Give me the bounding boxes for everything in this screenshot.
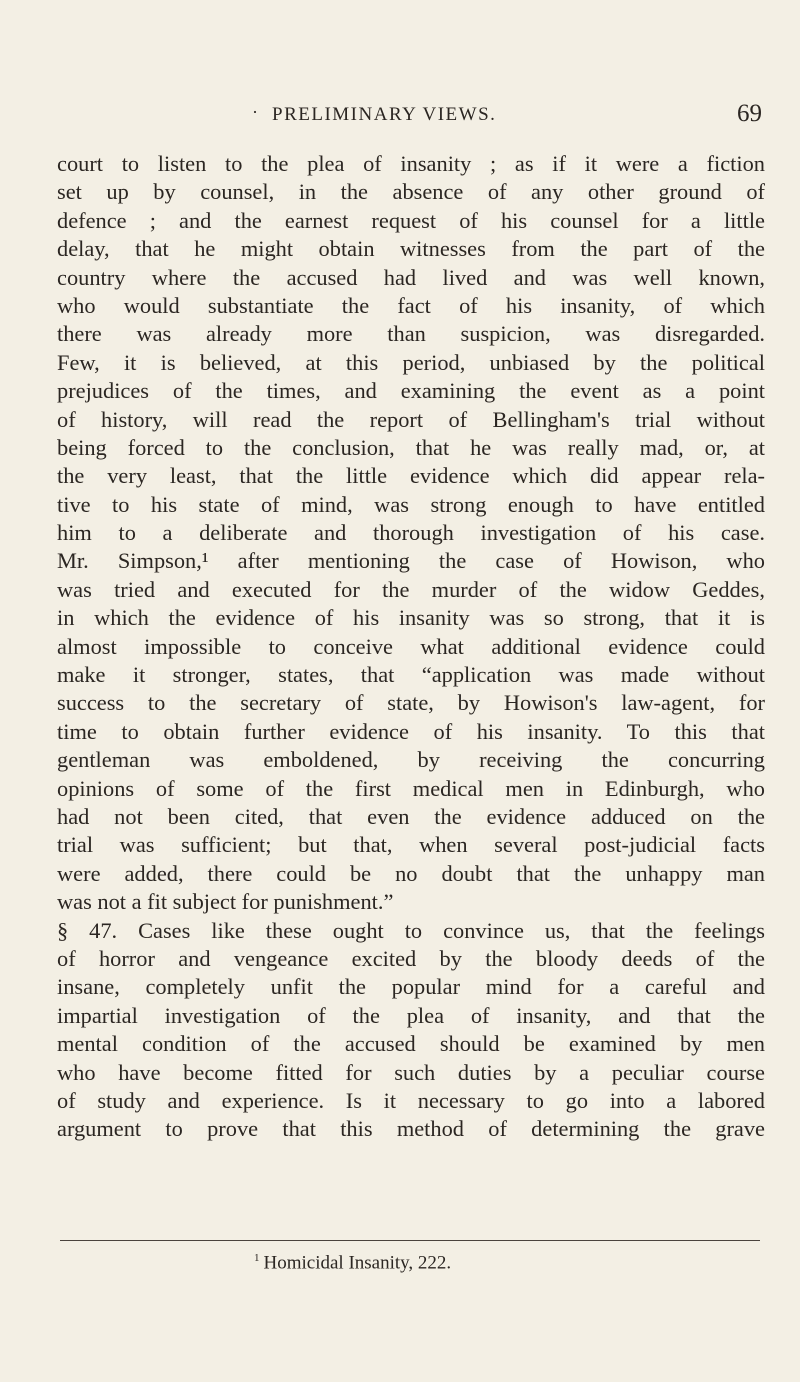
text-line: who would substantiate the fact of his insanity, of which: [57, 292, 765, 318]
text-line: who have become fitted for such duties by a peculiar course: [57, 1059, 765, 1085]
text-line: of horror and vengeance excited by the bloody deeds of the: [57, 945, 765, 971]
text-line: was tried and executed for the murder of the widow Geddes,: [57, 576, 765, 602]
text-line: § 47. Cases like these ought to convince us, that the feelings: [57, 917, 765, 943]
text-line: of study and experience. Is it necessary to go into a labored: [57, 1087, 765, 1113]
footnote: [254, 1252, 451, 1274]
running-title: · PRELIMINARY VIEWS.: [272, 104, 496, 126]
footnote-text: Homicidal Insanity, 222.: [263, 1252, 452, 1274]
text-line: trial was sufficient; but that, when several post-judicial facts: [57, 832, 765, 858]
text-line: were added, there could be no doubt that the unhappy man: [57, 860, 765, 886]
text-line: the very least, that the little evidence which did appear rela-: [57, 463, 765, 489]
text-line: country where the accused had lived and was well known,: [57, 264, 765, 290]
text-line: make it stronger, states, that “application was made without: [57, 662, 765, 688]
text-line: delay, that he might obtain witnesses from the part of the: [57, 236, 765, 262]
text-line: set up by counsel, in the absence of any other ground of: [57, 179, 765, 205]
text-line: gentleman was emboldened, by receiving the concurring: [57, 747, 765, 773]
running-head: [32, 100, 762, 134]
text-line: of history, will read the report of Bellingham's trial without: [57, 406, 765, 432]
text-line: court to listen to the plea of insanity ; as if it were a fiction: [57, 151, 765, 176]
text-line: Few, it is believed, at this period, unbiased by the political: [57, 349, 765, 375]
text-line: time to obtain further evidence of his insanity. To this that: [57, 718, 765, 744]
text-line: almost impossible to conceive what additional evidence could: [57, 633, 765, 659]
text-line: in which the evidence of his insanity was so strong, that it is: [57, 605, 765, 631]
text-line: Mr. Simpson,¹ after mentioning the case of Howison, who: [57, 548, 765, 574]
text-line: was not a fit subject for punishment.”: [57, 889, 394, 915]
body-text: [57, 150, 765, 1144]
text-line: had not been cited, that even the evidence adduced on the: [57, 803, 765, 829]
text-line: him to a deliberate and thorough investigation of his case.: [57, 520, 765, 546]
text-line: being forced to the conclusion, that he was really mad, or, at: [57, 434, 765, 460]
text-line: there was already more than suspicion, was disregarded.: [57, 321, 765, 347]
text-line: prejudices of the times, and examining the event as a point: [57, 378, 765, 404]
text-line: mental condition of the accused should be examined by men: [57, 1031, 765, 1057]
footnote-mark: 1: [254, 1252, 260, 1264]
text-line: impartial investigation of the plea of insanity, and that the: [57, 1002, 765, 1028]
text-line: argument to prove that this method of determining the grave: [57, 1116, 765, 1142]
text-line: opinions of some of the first medical men in Edinburgh, who: [57, 775, 765, 801]
text-line: success to the secretary of state, by Howison's law-agent, for: [57, 690, 765, 716]
text-line: defence ; and the earnest request of his counsel for a little: [57, 207, 765, 233]
text-line: tive to his state of mind, was strong enough to have entitled: [57, 491, 765, 517]
page-number: 69: [737, 100, 762, 127]
text-line: insane, completely unfit the popular mind for a careful and: [57, 974, 765, 1000]
footnote-rule: [60, 1240, 760, 1241]
